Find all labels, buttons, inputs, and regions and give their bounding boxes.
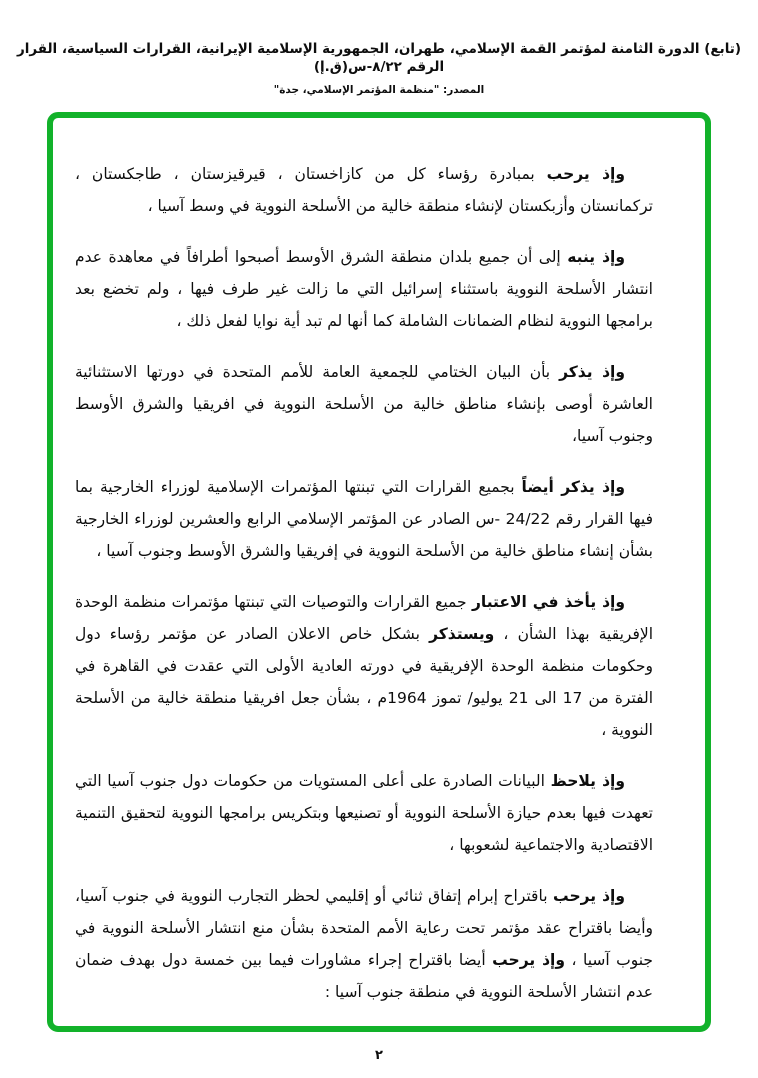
paragraph (75, 880, 653, 1008)
paragraph-text: أيضا باقتراح إجراء مشاورات فيما بين خمسة دول بهدف ضمان عدم انتشار الأسلحة النووية في منطقة جنوب آسيا : (75, 951, 653, 1001)
paragraph-text: بمبادرة رؤساء كل من كازاخستان ، قيرقيزستان ، طاجكستان ، تركمانستان وأزبكستان لإنشاء منطقة خالية من الأسلحة النووية في وسط آسيا ، (75, 165, 653, 215)
paragraph-lead-bold: ويستذكر (429, 625, 495, 643)
paragraph-lead-bold: وإذ يرحب (492, 951, 566, 969)
page-number: ٢ (375, 1048, 383, 1063)
paragraph (75, 471, 653, 567)
document-body (75, 158, 653, 1008)
paragraph (75, 356, 653, 452)
paragraph (75, 765, 653, 861)
paragraph-lead-bold: وإذ يأخذ في الاعتبار (471, 593, 625, 611)
paragraph-lead-bold: وإذ ينبه (567, 248, 625, 266)
paragraph-text: باقتراح إبرام إتفاق ثنائي أو إقليمي لحظر التجارب النووية في جنوب آسيا، وأيضا باقتراح عقد مؤتمر تحت رعاية الأمم المتحدة بشأن منع انتشار الأسلحة النووية في جنوب آسيا ، (75, 887, 654, 969)
paragraph (75, 158, 653, 222)
paragraph-lead-bold: وإذ يرحب (546, 165, 626, 183)
paragraph (75, 241, 653, 337)
paragraph (75, 586, 653, 746)
paragraph-text: البيانات الصادرة على أعلى المستويات من حكومات دول جنوب آسيا التي تعهدت فيها بعدم حيازة الأسلحة النووية أو تصنيعها وبتكريس برامجها النووية لتحقيق التنمية الاقتصادية والاجتماعية لشعوبها ، (75, 772, 653, 854)
paragraph-text: جميع القرارات والتوصيات التي تبنتها مؤتمرات منظمة الوحدة الإفريقية بهذا الشأن ، (75, 593, 654, 643)
paragraph-text: بشكل خاص الاعلان الصادر عن مؤتمر رؤساء دول وحكومات منظمة الوحدة الإفريقية في دورته العادية الأولى التي عقدت في القاهرة في الفترة من 17 الى 21 يوليو/ تموز 1964م ، بشأن جعل افريقيا منطقة خالية من الأسلحة النووية ، (75, 625, 654, 739)
header-source: المصدر: "منظمة المؤتمر الإسلامي، جدة" (273, 84, 485, 96)
paragraph-lead-bold: وإذ يلاحظ (550, 772, 625, 790)
paragraph-lead-bold: وإذ يذكر (559, 363, 625, 381)
header-title: (تابع) الدورة الثامنة لمؤتمر القمة الإسلامي، طهران، الجمهورية الإسلامية الإيرانية، القرارات السياسية، القرار الرقم ٨/٢٢-س(ق.إ) (16, 41, 742, 75)
document-header (0, 0, 758, 96)
paragraph-lead-bold: وإذ يرحب (553, 887, 625, 905)
paragraph-text: بأن البيان الختامي للجمعية العامة للأمم المتحدة في دورتها الاستثنائية العاشرة أوصى بإنشاء مناطق خالية من الأسلحة النووية في افريقيا والشرق الأوسط وجنوب آسيا، (75, 363, 653, 445)
green-frame (47, 112, 711, 1032)
paragraph-text: بجميع القرارات التي تبنتها المؤتمرات الإسلامية لوزراء الخارجية بما فيها القرار رقم 24/22 -س الصادر عن المؤتمر الإسلامي الرابع والعشرين لوزراء الخارجية بشأن إنشاء مناطق خالية من الأسلحة النووية في إفريقيا والشرق الأوسط وجنوب آسيا ، (75, 478, 653, 560)
paragraph-text: إلى أن جميع بلدان منطقة الشرق الأوسط أصبحوا أطرافاً في معاهدة عدم انتشار الأسلحة النووية باستثناء إسرائيل التي ما زالت غير طرف فيها ، ولم تخضع بعد برامجها النووية لنظام الضمانات الشاملة كما أنها لم تبد أية نوايا لفعل ذلك ، (75, 248, 653, 330)
paragraph-lead-bold: وإذ يذكر أيضاً (521, 478, 625, 496)
